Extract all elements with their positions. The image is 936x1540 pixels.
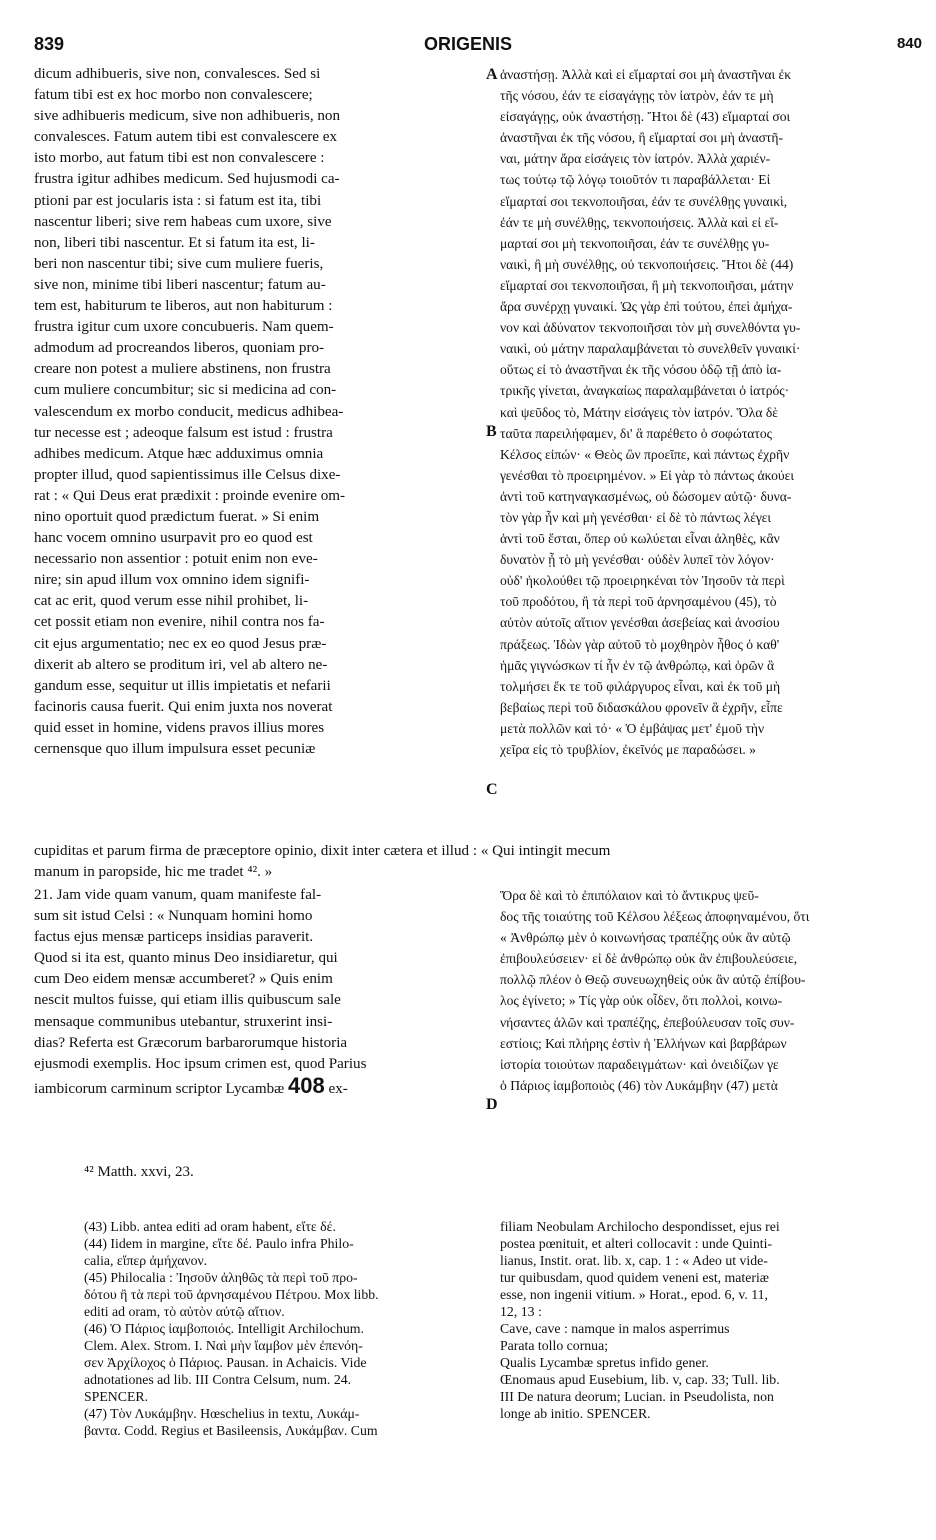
text-line: necessario non assentior : potuit enim non eve-: [34, 551, 318, 568]
text-line: (47) Τὸν Λυκάμβην. Hœschelius in textu, Λυκάμ-: [84, 1406, 360, 1421]
text-line: dixerit ab altero se proditum iri, vel ab altero ne-: [34, 656, 328, 673]
text-line: ἡμᾶς γιγνώσκων τί ἦν ἐν τῷ ἀνθρώπῳ, καὶ ὁρῶν ἃ: [500, 657, 775, 673]
text-line: cum Deo eidem mensæ accumberet? » Quis enim: [34, 971, 333, 988]
text-line: adnotationes ad lib. III Contra Celsum, num. 24.: [84, 1372, 352, 1387]
text-line: facinoris causa fuerit. Qui enim juxta nos noverat: [34, 698, 333, 715]
text-line: valescendum ex morbo conducit, medicus adhibea-: [34, 403, 344, 420]
line-text: iambicorum carminum scriptor Lycambæ: [34, 1080, 289, 1096]
text-line: ναικὶ, οὐ μάτην παραλαμβάνεται τὸ συνελθεῖν γυναικί·: [500, 341, 801, 357]
text-line: ἐπιβουλεύσειεν· εἰ δὲ ἀνθρώπῳ οὐκ ἂν ἐπιβουλεύσειε,: [500, 951, 798, 967]
text-line: creare non potest a muliere abstinens, non frustra: [34, 361, 331, 378]
text-line: frustra igitur cum uxore concubueris. Nam quem-: [34, 319, 334, 336]
text-line: τὸν γὰρ ἦν καὶ μὴ γενέσθαι· εἰ δὲ τὸ πάντως λέγει: [500, 509, 772, 525]
text-line: εστίοις; Καὶ πλήρης ἐστὶν ἡ Ἑλλήνων καὶ βαρβάρων: [500, 1035, 787, 1051]
text-line: τολμήσει ἔκ τε τοῦ φιλάργυρος εἶναι, καὶ ἐκ τοῦ μὴ: [500, 678, 781, 694]
text-line: frustra igitur adhibes medicum. Sed hujusmodi ca-: [34, 171, 340, 188]
text-line: χεῖρα εἰς τὸ τρυβλίον, ἐκεῖνός με παραδώσει. »: [500, 742, 756, 757]
text-line: propter illud, quod sapientissimus ille Celsus dixe-: [34, 466, 341, 483]
text-line: esse, non ingenii vitium. » Horat., epod. 6, v. 11,: [500, 1287, 768, 1302]
text-line: manum in paropside, hic me tradet ⁴². »: [34, 864, 273, 880]
greek-column-section-21: [500, 885, 932, 1096]
text-line: (45) Philocalia : Ἰησοῦν ἀληθῶς τὰ περὶ τοῦ προ-: [84, 1270, 358, 1285]
text-line: beri non nascentur tibi; sive cum muliere fueris,: [34, 255, 324, 272]
footnotes-left: [84, 1218, 484, 1439]
text-line: ναι, μάτην ἄρα εἰσάγεις τὸν ἰατρόν. Ἀλλὰ χαριέν-: [500, 151, 771, 167]
text-line: nascentur liberi; sive rem habeas cum uxore, sive: [34, 213, 332, 230]
text-line: Qualis Lycambæ spretus infido gener.: [500, 1355, 709, 1370]
text-line: rat : « Qui Deus erat prædixit : proinde evenire om-: [34, 487, 346, 504]
text-line: εἰσαγάγῃς, οὐκ ἀναστήσῃ. Ἤτοι δὲ (43) εἵμαρταί σοι: [500, 109, 791, 125]
text-line: οὕτως εἰ τὸ ἀναστῆναι ἐκ τῆς νόσου ὁδῷ τῇ ἀπὸ ἰα-: [500, 362, 782, 378]
text-line: factus ejus mensæ particeps insidias paraverit.: [34, 929, 314, 946]
text-line: nescit multos fuisse, qui etiam illis quibuscum sale: [34, 992, 341, 1009]
text-line: Quod si ita est, quanto minus Deo insidiaretur, qui: [34, 950, 338, 967]
text-line: « Ἀνθρώπῳ μὲν ὁ κοινωνήσας τραπέζης οὐκ ἂν αὐτῷ: [500, 930, 791, 946]
text-line: γενέσθαι τὸ προειρημένον. » Εἰ γὰρ τὸ πάντως ἀκούει: [500, 467, 795, 483]
text-line: lianus, Instit. orat. lib. x, cap. 1 : « Adeo ut vide-: [500, 1253, 768, 1268]
text-line: longe ab initio. SPENCER.: [500, 1406, 651, 1421]
text-line: εἵμαρταί σοι τεκνοποιῆσαι, ἢ μὴ τεκνοποιῆσαι, μάτην: [500, 277, 794, 293]
text-line: ἀναστῆναι ἐκ τῆς νόσου, ἢ εἵμαρταί σοι μὴ ἀναστῆ-: [500, 130, 784, 146]
text-line: isto morbo, aut fatum tibi est non convalescere :: [34, 150, 325, 167]
text-line: adhibes medicum. Atque hæc adduximus omnia: [34, 445, 324, 462]
text-line: δότου ἢ τὰ περὶ τοῦ ἀρνησαμένου Πέτρου. Mox libb.: [84, 1287, 379, 1302]
text-line: SPENCER.: [84, 1389, 149, 1404]
text-line: quid esset in homine, videns pravos illius mores: [34, 719, 325, 736]
page-number-right: 840: [896, 35, 922, 52]
text-line: ταῦτα παρειλήφαμεν, δι' ἃ παρέθετο ὁ σοφώτατος: [500, 425, 773, 441]
text-line: τοῦ προδότου, ἢ τὰ περὶ τοῦ ἀρνησαμένου (45), τὸ: [500, 594, 777, 610]
text-line: τῆς νόσου, ἐάν τε εἰσαγάγῃς τὸν ἰατρὸν, ἐάν τε μὴ: [500, 88, 774, 104]
text-line: convalesces. Fatum autem tibi est convalescere ex: [34, 129, 338, 146]
footnotes-right: [500, 1218, 932, 1422]
text-line: calia, εἴπερ ἀμήχανον.: [84, 1253, 208, 1268]
text-line: μαρταί σοι μὴ τεκνοποιῆσαι, ἐάν τε συνέλθῃς γυ-: [500, 235, 770, 251]
text-line: Cave, cave : namque in malos asperrimus: [500, 1321, 730, 1336]
text-line: λος ἐγίνετο; » Τίς γὰρ οὐκ οἶδεν, ὅτι πολλοὶ, κοινω-: [500, 993, 783, 1009]
text-line: ὁ Πάριος ἰαμβοποιὸς (46) τὸν Λυκάμβην (47) μετὰ: [500, 1077, 778, 1093]
page-number-left: 839: [34, 34, 65, 54]
text-line: τρικῆς γίνεται, ἀναγκαίως παραλαμβάνεται ὁ ἰατρός·: [500, 383, 790, 399]
running-title: ORIGENIS: [423, 34, 512, 54]
text-line: ἱστορία τοιούτων παραδειγμάτων· καὶ ὀνειδίζων γε: [500, 1056, 779, 1072]
text-line: mensaque communibus utebantur, struxerint insi-: [34, 1013, 333, 1030]
text-line: gandum esse, sequitur ut illis impietatis et nefarii: [34, 677, 331, 694]
text-line: ἀντὶ τοῦ κατηναγκασμένως, οὐ δώσομεν αὐτῷ· δυνα-: [500, 488, 792, 504]
text-line: ejusmodi exemplis. Hoc ipsum crimen est, quod Parius: [34, 1055, 367, 1072]
latin-column-top: [34, 64, 486, 760]
text-line: cet possit etiam non evenire, nihil contra nos fa-: [34, 614, 325, 631]
text-line: (44) Iidem in margine, εἴτε δέ. Paulo infra Philo-: [84, 1236, 354, 1251]
text-line: σεν Ἀρχίλοχος ὁ Πάριος. Pausan. in Achaicis. Vide: [84, 1355, 367, 1370]
text-line: οὐδ' ἠκολούθει τῷ προειρηκέναι τὸν Ἰησοῦν τὰ περὶ: [500, 573, 785, 589]
text-line: filiam Neobulam Archilocho despondisset, ejus rei: [500, 1219, 780, 1234]
text-line: tur quibusdam, quod quidem veneni est, materiæ: [500, 1270, 769, 1285]
text-line: cum muliere concumbitur; sic si medicina ad con-: [34, 382, 337, 399]
text-line: ptioni par est jocularis ista : si fatum est ita, tibi: [34, 192, 322, 209]
text-line: sive adhibueris medicum, sive non adhibueris, non: [34, 108, 341, 125]
text-line: cat ac erit, quod verum esse nihil prohibet, li-: [34, 593, 309, 610]
text-line: dias? Referta est Græcorum barbarorumque historia: [34, 1034, 348, 1051]
text-line: III De natura deorum; Lucian. in Pseudolista, non: [500, 1389, 774, 1404]
text-line: fatum tibi est ex hoc morbo non convalescere;: [34, 87, 313, 104]
text-line: sive non, minime tibi liberi nascentur; fatum au-: [34, 276, 326, 293]
text-line: βαντα. Codd. Regius et Basileensis, Λυκάμβαν. Cum: [84, 1423, 378, 1438]
text-line: nino oportuit quod prædictum fuerat. » Si enim: [34, 508, 320, 525]
text-line: εἵμαρταί σοι τεκνοποιῆσαι, ἐάν τε συνέλθῃς γυναικὶ,: [500, 193, 788, 209]
text-line: Clem. Alex. Strom. I. Ναὶ μὴν ἴαμβον μὲν ἐπενόη-: [84, 1338, 363, 1353]
text-line: tem est, habiturum te liberos, aut non habiturum :: [34, 298, 333, 315]
text-line: postea pœnituit, et alteri collocavit : unde Quinti-: [500, 1236, 773, 1251]
text-line: Ὅρα δὲ καὶ τὸ ἐπιπόλαιον καὶ τὸ ἄντικρυς ψεῦ-: [500, 888, 759, 903]
text-line: τως τούτῳ τῷ λόγῳ τοιοῦτόν τι παραβάλλεται· Εἰ: [500, 172, 771, 188]
text-line: αὐτὸν αὐτοῖς αἴτιον γενέσθαι ἀσεβείας καὶ ἀνοσίου: [500, 615, 780, 631]
text-line: cupiditas et parum firma de præceptore opinio, dixit inter cætera et illud : « Qui intingit mecum: [34, 843, 611, 859]
text-line: hanc vocem omnino usurpavit pro eo quod est: [34, 530, 313, 547]
margin-marker-a: A: [486, 66, 498, 83]
text-line: 12, 13 :: [500, 1304, 542, 1319]
text-line: ναικὶ, ἢ μὴ συνέλθῃς, οὐ τεκνοποιήσεις. Ἤτοι δὲ (44): [500, 256, 794, 272]
text-line: tur necesse est ; adeoque falsum est istud : frustra: [34, 424, 333, 441]
text-line: πράξεως. Ἰδὼν γὰρ αὐτοῦ τὸ μοχθηρὸν ἦθος ὁ καθ': [500, 636, 780, 652]
text-line: sum sit istud Celsi : « Nunquam homini homo: [34, 908, 313, 925]
text-line: cit ejus argumentatio; nec ex eo quod Jesus præ-: [34, 635, 327, 652]
line-text: ex-: [324, 1080, 348, 1096]
text-line: δυνατὸν ᾖ τὸ μὴ γενέσθαι· οὐδὲν λυπεῖ τὸν λόγον·: [500, 552, 775, 568]
text-line: Œnomaus apud Eusebium, lib. v, cap. 33; Tull. lib.: [500, 1372, 780, 1387]
text-line: νον καὶ ἀδύνατον τεκνοποιῆσαι τὸν μὴ συνελθόντα γυ-: [500, 320, 801, 336]
text-line: μετὰ πολλῶν καὶ τό· « Ὁ ἐμβάψας μετ' ἐμοῦ τὴν: [500, 720, 765, 736]
text-line: ἀντὶ τοῦ ἔσται, ὅπερ οὐ κωλύεται εἶναι ἀληθὲς, κἂν: [500, 531, 780, 547]
text-line: editi ad oram, τὸ αὐτὸν αὐτῷ αἴτιον.: [84, 1304, 285, 1319]
text-line: Κέλσος εἰπών· « Θεὸς ὢν προεῖπε, καὶ πάντως ἐχρῆν: [500, 446, 790, 462]
text-line: nire; sin apud illum vox omnino idem signifi-: [34, 572, 310, 589]
text-line: ἐάν τε μὴ συνέλθῃς, τεκνοποιήσεις. Ἀλλὰ καὶ εἰ εἵ-: [500, 214, 779, 230]
greek-column-top: [500, 64, 932, 760]
text-line: ἄρα συνέρχῃ γυναικί. Ὡς γὰρ ἐπὶ τούτου, ἐπεὶ ἀμήχα-: [500, 299, 793, 315]
margin-marker-c: C: [486, 781, 498, 798]
text-line: dicum adhibueris, sive non, convalesces. Sed si: [34, 66, 321, 82]
text-line: δος τῆς τοιαύτης τοῦ Κέλσου λέξεως ἀποφηναμένου, ὅτι: [500, 909, 810, 925]
text-line: καὶ ψεῦδος τὸ, Μάτην εἰσάγεις τὸν ἰατρόν. Ὅλα δὲ: [500, 404, 778, 420]
text-line: νήσαντες ἁλῶν καὶ τραπέζης, ἐπεβούλευσαν τοῖς συν-: [500, 1014, 795, 1030]
latin-column-section-21: [34, 885, 486, 1096]
text-line: πολλῷ πλέον ὁ Θεῷ συνευωχηθεὶς οὐκ ἂν αὐτῷ ἐπίβου-: [500, 972, 806, 988]
text-line: [34, 1075, 486, 1096]
text-line: admodum ad procreandos liberos, quoniam pro-: [34, 340, 325, 357]
text-line: (46) Ὁ Πάριος ἰαμβοποιός. Intelligit Archilochum.: [84, 1321, 364, 1336]
folio-number: 408: [288, 1074, 325, 1096]
text-line: ἀναστήσῃ. Ἀλλὰ καὶ εἰ εἵμαρταί σοι μὴ ἀναστῆναι ἐκ: [500, 67, 792, 82]
text-line: Parata tollo cornua;: [500, 1338, 609, 1353]
margin-marker-d: D: [486, 1096, 498, 1113]
spanning-text: [34, 841, 934, 883]
margin-marker-b: B: [486, 423, 497, 440]
text-line: non, liberi tibi nascentur. Et si fatum ita est, li-: [34, 234, 315, 251]
text-line: cernensque quo illum impulsura esset pecuniæ: [34, 741, 316, 757]
text-line: 21. Jam vide quam vanum, quam manifeste fal-: [34, 887, 322, 903]
text-line: (43) Libb. antea editi ad oram habent, εἴτε δέ.: [84, 1219, 336, 1234]
text-line: βεβαίως περὶ τοῦ διδασκάλου φρονεῖν ἃ ἐχρῆν, εἶπε: [500, 699, 783, 715]
scripture-reference: ⁴² Matth. xxvi, 23.: [84, 1164, 194, 1180]
